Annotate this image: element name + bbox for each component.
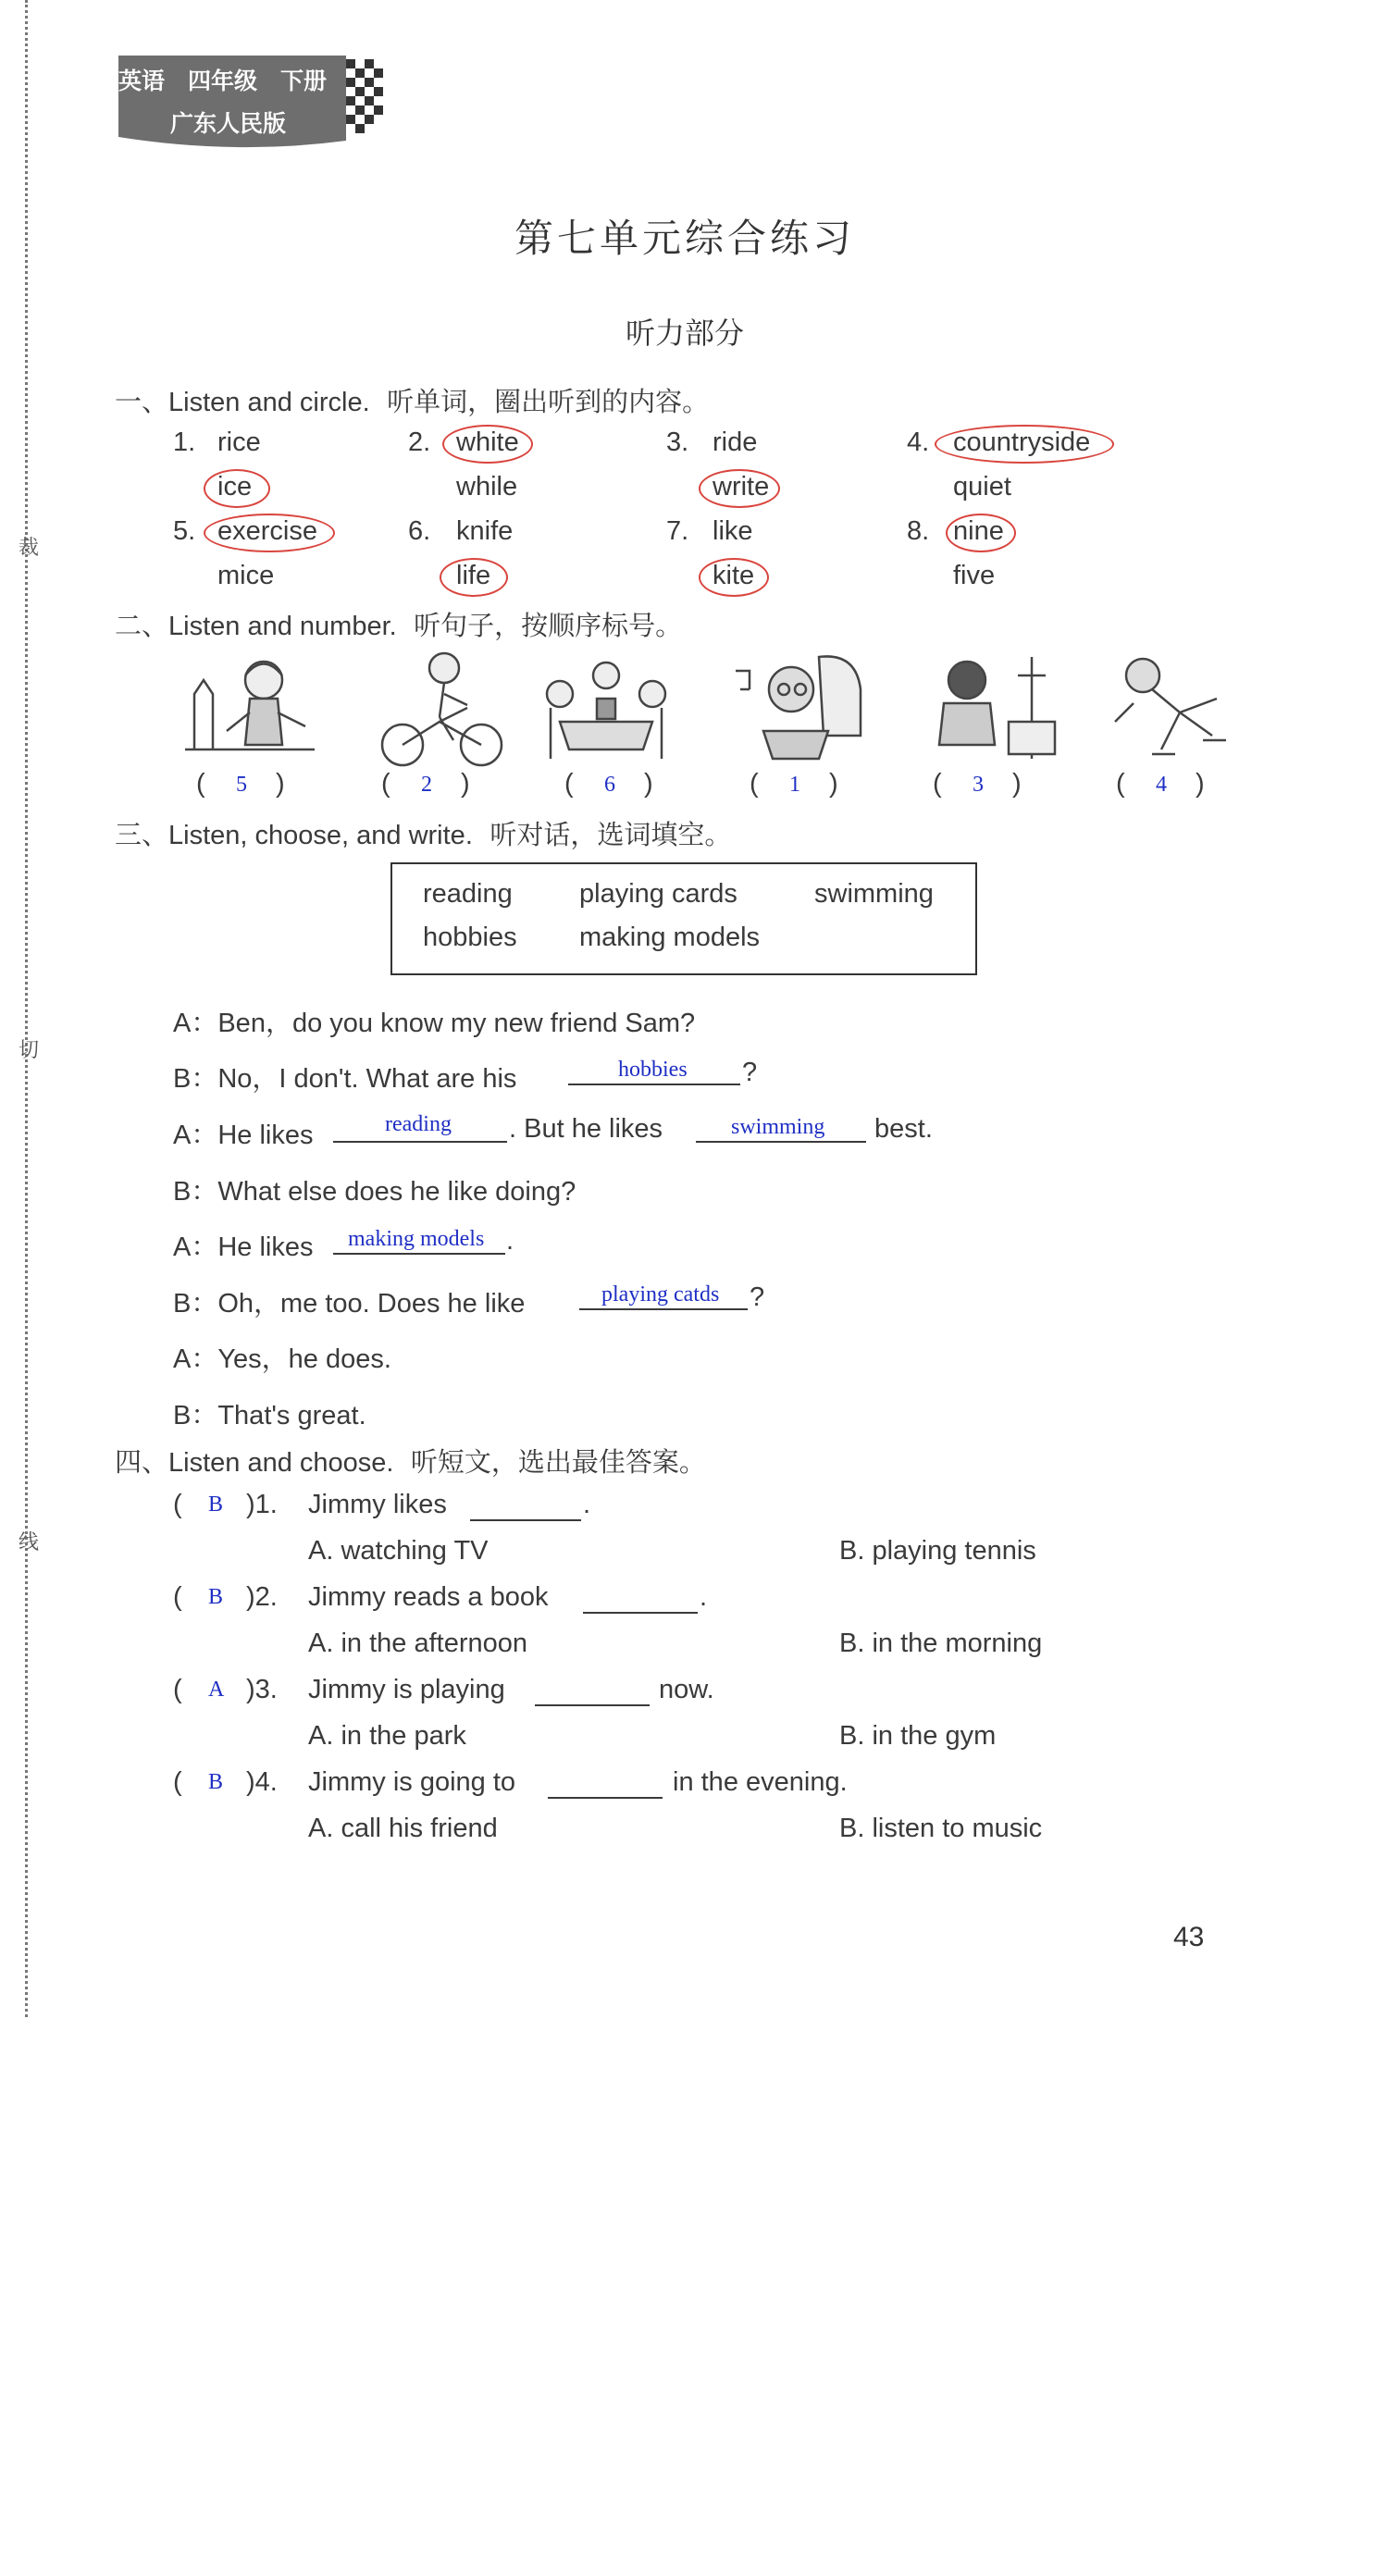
section3-heading bbox=[115, 814, 731, 852]
q4-tail: in the evening. bbox=[673, 1767, 848, 1797]
cut-mark-2: 切 bbox=[19, 1039, 40, 1062]
q4-option-a: A. call his friend bbox=[308, 1814, 498, 1843]
section1-en: Listen and circle. bbox=[168, 388, 370, 417]
q3-stem: Jimmy is playing bbox=[308, 1675, 505, 1704]
q1-option-b: B. playing tennis bbox=[839, 1536, 1036, 1566]
s1-item5-num: 5. bbox=[173, 516, 196, 546]
dialogue-answer-making-models: making models bbox=[348, 1227, 485, 1251]
s1-item1-num: 1. bbox=[173, 427, 196, 457]
s2-paren-close-3: ) bbox=[644, 769, 653, 799]
s1-item7-b: kite bbox=[713, 561, 755, 590]
q3-option-b: B. in the gym bbox=[839, 1721, 997, 1751]
s1-item8-a: nine bbox=[953, 516, 1004, 546]
picture-skating bbox=[1097, 648, 1245, 773]
q1-option-a: A. watching TV bbox=[308, 1536, 489, 1566]
dialogue-line-5-end: . bbox=[506, 1226, 514, 1256]
dialogue-answer-hobbies: hobbies bbox=[618, 1058, 688, 1082]
q4-stem: Jimmy is going to bbox=[308, 1767, 516, 1797]
dialogue-line-7: A：Yes，he does. bbox=[173, 1344, 391, 1374]
s1-item3-a: ride bbox=[713, 427, 758, 457]
blank-line bbox=[535, 1704, 650, 1706]
dialogue-line-2: B：No，I don't. What are his bbox=[173, 1064, 517, 1094]
q2-option-b: B. in the morning bbox=[839, 1629, 1043, 1658]
blank-line bbox=[579, 1308, 748, 1310]
q3-number: )3. bbox=[246, 1675, 278, 1704]
s1-item5-b: mice bbox=[217, 561, 275, 590]
q1-answer: B bbox=[208, 1492, 224, 1517]
s2-paren-close-1: ) bbox=[276, 769, 285, 799]
page-title: 第七单元综合练习 bbox=[514, 216, 855, 261]
banner-line1: 英语 四年级 下册 bbox=[118, 68, 328, 94]
q1-paren: ( bbox=[173, 1490, 182, 1519]
blank-line bbox=[333, 1141, 507, 1143]
section2-heading bbox=[115, 605, 682, 643]
circle-mark bbox=[699, 469, 780, 508]
picture-riding-bike bbox=[366, 648, 514, 773]
section4-zh: 听短文，选出最佳答案。 bbox=[410, 1446, 706, 1478]
section1-heading bbox=[115, 381, 709, 419]
cut-mark-1: 裁 bbox=[19, 537, 40, 560]
blank-line bbox=[568, 1084, 740, 1085]
s1-item1-a: rice bbox=[217, 427, 261, 457]
section2-num: 二、 bbox=[115, 610, 169, 641]
q2-paren: ( bbox=[173, 1582, 182, 1612]
dialogue-line-4: B：What else does he like doing? bbox=[173, 1177, 576, 1207]
s1-item2-b: while bbox=[456, 472, 518, 502]
section3-num: 三、 bbox=[115, 819, 169, 850]
s2-paren-open-6: ( bbox=[1116, 769, 1125, 799]
q3-answer: A bbox=[208, 1678, 225, 1702]
word-box-item: playing cards bbox=[579, 879, 737, 909]
page-subtitle: 听力部分 bbox=[625, 316, 744, 351]
q1-stem: Jimmy likes bbox=[308, 1490, 447, 1519]
blank-line bbox=[470, 1519, 581, 1521]
picture-boy-watching bbox=[916, 648, 1064, 773]
section4-heading bbox=[115, 1442, 706, 1480]
s2-answer-6: 4 bbox=[1156, 773, 1167, 797]
dialogue-line-6: B：Oh，me too. Does he like bbox=[173, 1289, 526, 1319]
q4-answer: B bbox=[208, 1770, 224, 1794]
picture-playing-cards bbox=[532, 648, 680, 773]
dialogue-line-3-mid: . But he likes bbox=[509, 1114, 663, 1144]
s1-item2-a: white bbox=[456, 427, 519, 457]
word-box-item: making models bbox=[579, 923, 761, 952]
s1-item5-a: exercise bbox=[217, 516, 317, 546]
circle-mark bbox=[442, 425, 533, 464]
circle-mark bbox=[699, 558, 769, 597]
s2-paren-open-5: ( bbox=[933, 769, 942, 799]
s1-item3-b: write bbox=[713, 472, 770, 502]
q2-number: )2. bbox=[246, 1582, 278, 1612]
picture-reading bbox=[726, 648, 874, 773]
s2-paren-close-4: ) bbox=[829, 769, 838, 799]
q1-tail: . bbox=[583, 1490, 591, 1519]
s1-item7-a: like bbox=[713, 516, 753, 546]
banner-line2: 广东人民版 bbox=[170, 110, 287, 137]
blank-line bbox=[696, 1141, 866, 1143]
s1-item8-b: five bbox=[953, 561, 996, 590]
dialogue-answer-playing-cards: playing catds bbox=[601, 1282, 720, 1307]
s2-paren-open-4: ( bbox=[750, 769, 759, 799]
dialogue-line-8: B：That's great. bbox=[173, 1401, 366, 1430]
circle-mark bbox=[935, 425, 1114, 464]
s1-item7-num: 7. bbox=[666, 516, 689, 546]
s1-item6-b: life bbox=[456, 561, 491, 590]
s2-answer-4: 1 bbox=[789, 773, 800, 797]
section2-en: Listen and number. bbox=[168, 612, 397, 641]
s1-item6-num: 6. bbox=[408, 516, 431, 546]
s2-paren-open-2: ( bbox=[381, 769, 390, 799]
header-banner bbox=[115, 52, 383, 148]
blank-line bbox=[333, 1253, 505, 1255]
section3-zh: 听对话，选词填空。 bbox=[490, 819, 732, 850]
q3-tail: now. bbox=[659, 1675, 714, 1704]
s2-answer-2: 2 bbox=[421, 773, 432, 797]
s1-item2-num: 2. bbox=[408, 427, 431, 457]
section3-en: Listen, choose, and write. bbox=[168, 821, 473, 850]
circle-mark bbox=[204, 469, 270, 508]
cut-mark-3: 线 bbox=[19, 1531, 40, 1554]
cut-line bbox=[25, 0, 28, 2017]
s1-item3-num: 3. bbox=[666, 427, 689, 457]
s2-paren-open-3: ( bbox=[564, 769, 574, 799]
circle-mark bbox=[204, 514, 335, 552]
circle-mark bbox=[946, 514, 1016, 552]
q4-paren: ( bbox=[173, 1767, 182, 1797]
s1-item4-a: countryside bbox=[953, 427, 1091, 457]
blank-line bbox=[548, 1797, 663, 1799]
dialogue-line-3-end: best. bbox=[874, 1114, 933, 1144]
q1-number: )1. bbox=[246, 1490, 278, 1519]
page-number: 43 bbox=[1173, 1922, 1205, 1952]
section4-en: Listen and choose. bbox=[168, 1448, 394, 1478]
dialogue-line-2-end: ? bbox=[742, 1058, 758, 1087]
blank-line bbox=[583, 1612, 698, 1614]
s2-paren-close-2: ) bbox=[461, 769, 470, 799]
s2-paren-close-5: ) bbox=[1012, 769, 1022, 799]
q2-option-a: A. in the afternoon bbox=[308, 1629, 527, 1658]
word-box-item: swimming bbox=[814, 879, 934, 909]
section1-num: 一、 bbox=[115, 386, 169, 417]
s1-item6-a: knife bbox=[456, 516, 514, 546]
q4-option-b: B. listen to music bbox=[839, 1814, 1043, 1843]
s2-answer-1: 5 bbox=[236, 773, 247, 797]
q4-number: )4. bbox=[246, 1767, 278, 1797]
s2-answer-5: 3 bbox=[973, 773, 984, 797]
word-box-item: hobbies bbox=[423, 923, 517, 952]
q2-answer: B bbox=[208, 1585, 224, 1609]
q3-option-a: A. in the park bbox=[308, 1721, 466, 1751]
s1-item1-b: ice bbox=[217, 472, 253, 502]
q2-stem: Jimmy reads a book bbox=[308, 1582, 549, 1612]
picture-making-model bbox=[176, 648, 324, 773]
q2-tail: . bbox=[700, 1582, 708, 1612]
circle-mark bbox=[440, 558, 508, 597]
section4-num: 四、 bbox=[115, 1446, 169, 1478]
s1-item8-num: 8. bbox=[907, 516, 930, 546]
s2-answer-3: 6 bbox=[604, 773, 615, 797]
section2-zh: 听句子，按顺序标号。 bbox=[414, 610, 683, 641]
s2-paren-open-1: ( bbox=[196, 769, 205, 799]
s1-item4-b: quiet bbox=[953, 472, 1011, 502]
dialogue-line-6-end: ? bbox=[750, 1282, 765, 1312]
dialogue-answer-reading: reading bbox=[385, 1112, 452, 1136]
q3-paren: ( bbox=[173, 1675, 182, 1704]
dialogue-line-3: A：He likes bbox=[173, 1121, 314, 1150]
section1-zh: 听单词，圈出听到的内容。 bbox=[387, 386, 710, 417]
s2-paren-close-6: ) bbox=[1196, 769, 1205, 799]
dialogue-line-5: A：He likes bbox=[173, 1232, 314, 1262]
dialogue-answer-swimming: swimming bbox=[731, 1115, 825, 1139]
dialogue-line-1: A：Ben，do you know my new friend Sam? bbox=[173, 1009, 696, 1038]
word-box-item: reading bbox=[423, 879, 513, 909]
s1-item4-num: 4. bbox=[907, 427, 930, 457]
